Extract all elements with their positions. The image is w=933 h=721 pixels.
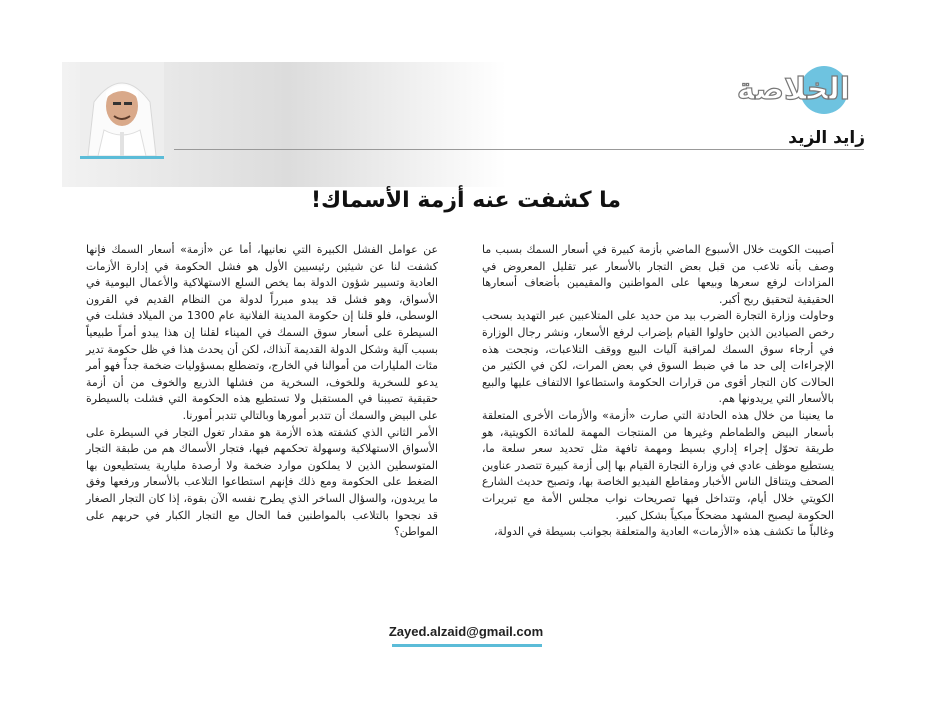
paragraph: وغالباً ما تكشف هذه «الأزمات» العادية والمتعلقة بجوانب بسيطة في الدولة، [494, 525, 834, 539]
paragraph: أصيبت الكويت خلال الأسبوع الماضي بأزمة كبيرة في أسعار السمك بسبب ما وصف بأنه تلاعب من قبل بعض التجار بالأسعار عبر تقليل المعروض في المزادات لرفع سعرها وبيعها على المواطنين والمقيمين بأضعاف أسعارها الحقيقية لتحقيق ربح أكبر. [482, 243, 834, 306]
paragraph: عن عوامل الفشل الكبيرة التي نعانيها، أما عن «أزمة» أسعار السمك فإنها كشفت لنا عن شيئين رئيسيين الأول هو فشل الحكومة في إدارة الأزمات العادية وتسيير شؤون الدولة بما يخص السلع الاستهلاكية والأعمال اليومية في الأسواق، وهو فشل قد يبدو مبرراً لدولة من النظام القديم في القرون الوسطى، فلو قلنا إن حكومة المدينة الفلانية عام 1300 من الميلاد فشلت في السيطرة على أسعار سوق السمك في الميناء لقلنا إن هذا يبدو أمراً طبيعياً بسبب آلية وشكل الدولة القديمة آنذاك، لكن أن يحدث هذا في ظل حكومة تدير مئات المليارات من أموالنا في الخارج، وتضطلع بمسؤوليات ضخمة جداً فهو أمر يدعو للسخرية وللخوف، السخرية من فشلها الذريع والخوف من أن أزمة حقيقية تصيبنا في المستقبل ولا تستطيع هذه الحكومة التي فشلت بالسيطرة على البيض والسمك أن تتدبر أمورها وبالتالي تتدبر أمورنا. [86, 243, 438, 422]
paragraph: ما يعنينا من خلال هذه الحادثة التي صارت «أزمة» والأزمات الأخرى المتعلقة بأسعار البيض والطماطم وغيرها من المنتجات المهمة للمائدة الكويتية، هو طريقة تحوّل إجراء إداري بسيط ومهمة تافهة مثل تحديد سعر سلعة ما، يستطيع موظف عادي في وزارة التجارة القيام بها إلى أزمة كبيرة تتصدر عناوين الصحف ويتناقل الناس الأخبار ومقاطع الفيديو الخاصة بها، وتصبح حديث الشارع الكويتي خلال أيام، وتتداخل فيها تصريحات نواب مجلس الأمة مع تبريرات الحكومة ليصبح المشهد مضحكاً مبكياً بشكل كبير. [482, 408, 834, 522]
column-logo [736, 66, 854, 118]
email-accent-line [392, 644, 542, 647]
logo-text: الخلاصة [736, 72, 850, 107]
paragraph: الأمر الثاني الذي كشفته هذه الأزمة هو مقدار تغول التجار في السيطرة على الأسواق الاستهلاكية وسهولة تحكمهم فيها، فتجار الأسماك هم من طبقة التجار المتوسطين الذين لا يملكون موارد ضخمة ولا أرصدة مليارية يستطيعون بها الضغط على الحكومة ومع ذلك فإنهم استطاعوا التلاعب بالأسعار ورفعها وفق ما يريدون، والسؤال الساخر الذي يطرح نفسه الآن بقوة، إذا كان التجار الصغار قد نجحوا بالتلاعب بالمواطنين فما الحال مع التجار الكبار في حربهم على المواطن؟ [86, 425, 438, 539]
article-headline: ما كشفت عنه أزمة الأسماك! [310, 188, 622, 213]
article-column-left [86, 242, 438, 541]
header-divider [174, 149, 864, 150]
author-photo [80, 62, 164, 156]
author-email[interactable]: Zayed.alzaid@gmail.com [388, 624, 544, 639]
paragraph: وحاولت وزارة التجارة الضرب بيد من حديد على المتلاعبين عبر التهديد بسحب رخص الصيادين الذين حاولوا القيام بإضراب لرفع الأسعار، ونشر رجال الوزارة في أرجاء سوق السمك لمراقبة آليات البيع ووقف التلاعبات، ونجحت هذه الإجراءات إلى حد ما في ضبط السوق في بعض المرات، لكن في الكثير من الحالات كان التجار أقوى من قرارات الحكومة واستطاعوا الالتفاف عليها والبيع بالأسعار التي يريدونها هم. [482, 309, 834, 406]
author-name: زايد الزيد [788, 128, 865, 148]
author-portrait-icon [80, 62, 164, 156]
article-column-right [482, 242, 834, 541]
photo-accent-line [80, 156, 164, 159]
